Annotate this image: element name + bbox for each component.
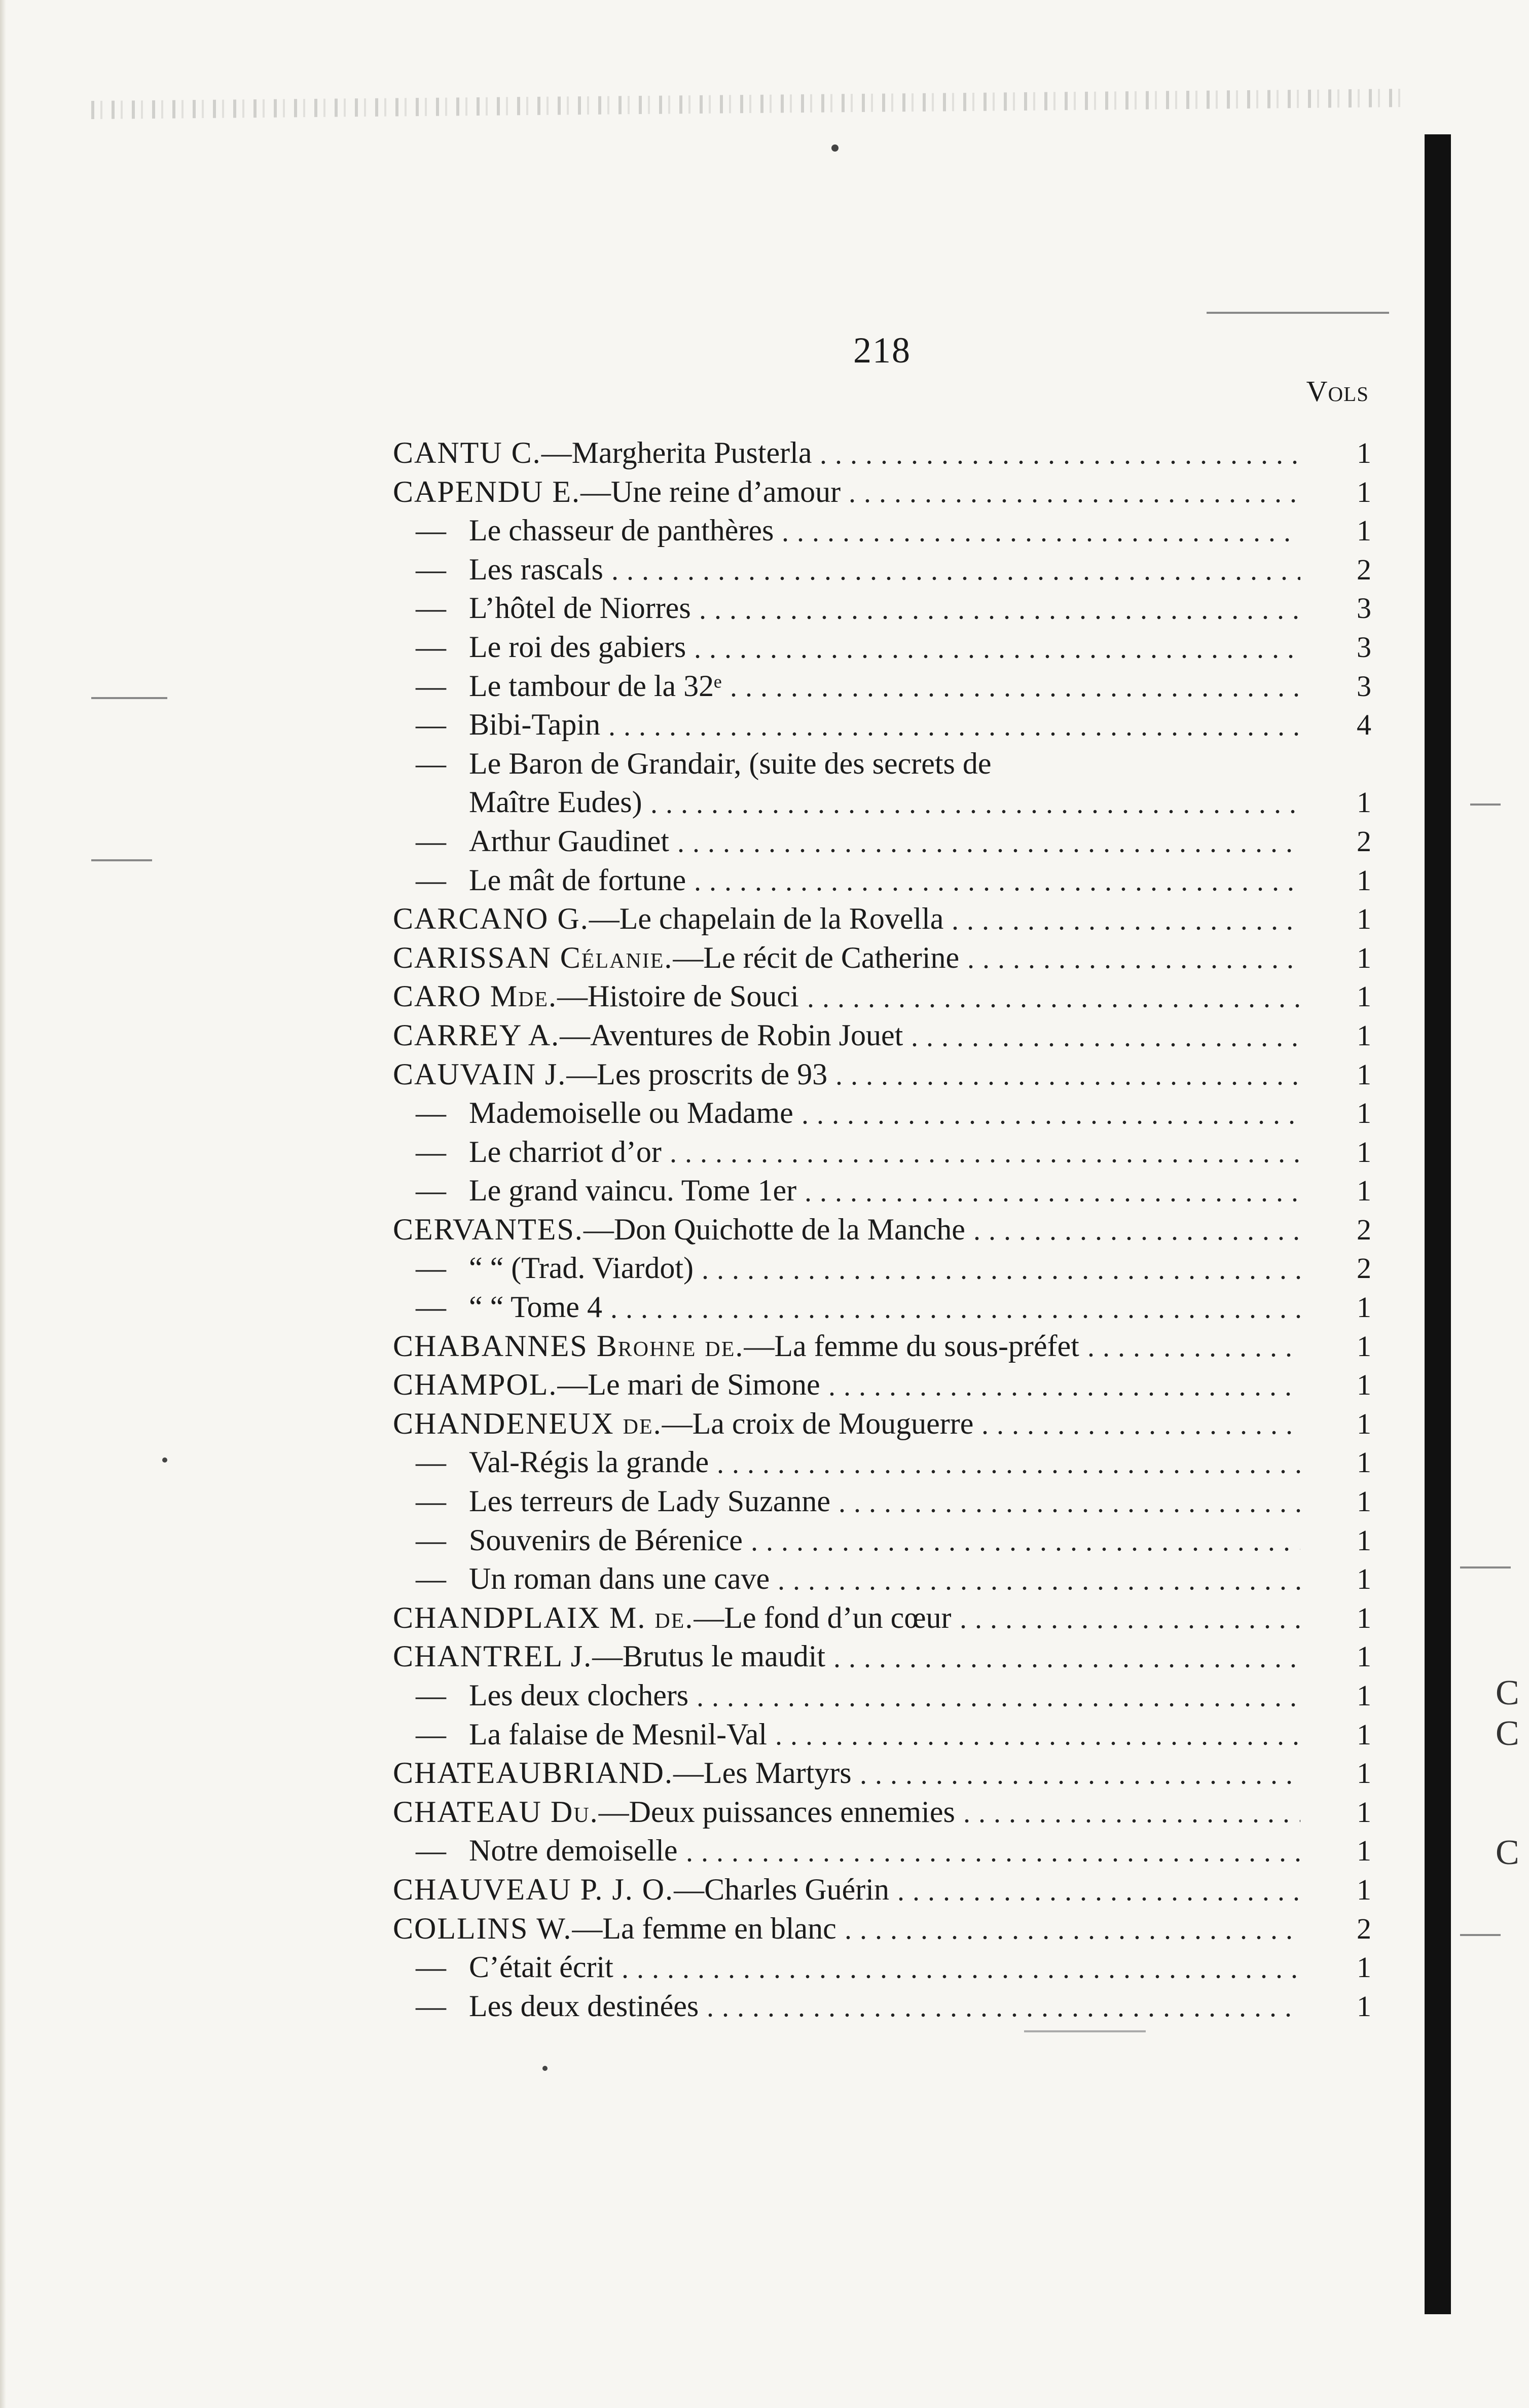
author-name: CARISSAN Célanie. [393, 940, 673, 974]
volume-count: 3 [1357, 669, 1371, 703]
catalogue-entry [393, 1249, 1371, 1288]
catalogue-entry [393, 628, 1371, 667]
ditto-dash: — [416, 1174, 446, 1208]
dot-leader [969, 1211, 1300, 1242]
catalogue-entry [393, 822, 1371, 861]
margin-line [1470, 804, 1501, 806]
dot-leader [845, 473, 1300, 504]
catalogue-entry [393, 1482, 1371, 1521]
dot-leader [956, 1599, 1300, 1630]
dot-leader [907, 1017, 1300, 1048]
book-title: La falaise de Mesnil-Val [469, 1717, 768, 1751]
volume-count: 1 [1357, 1757, 1371, 1790]
ditto-dash: — [416, 746, 446, 780]
book-title: —La femme en blanc [572, 1911, 836, 1945]
volume-count: 1 [1357, 902, 1371, 936]
volume-count: 1 [1357, 1368, 1371, 1402]
author-name: CHAUVEAU P. J. O. [393, 1872, 674, 1906]
catalogue-entry [393, 1754, 1371, 1793]
dot-leader [747, 1522, 1300, 1552]
dot-leader [774, 1561, 1300, 1591]
catalogue-entry [393, 1987, 1371, 2026]
ditto-dash: — [416, 1717, 446, 1751]
volume-count: 4 [1357, 708, 1371, 742]
ditto-dash: — [416, 1562, 446, 1596]
catalogue-entry [393, 1016, 1371, 1055]
volume-count: 1 [1357, 941, 1371, 974]
volume-count: 1 [1357, 1407, 1371, 1440]
volume-count: 1 [1357, 1329, 1371, 1363]
book-title: —Les Martyrs [673, 1756, 852, 1790]
author-name: CARREY A. [393, 1018, 560, 1052]
column-header-vols: Vols [1306, 375, 1369, 408]
book-title: Le grand vaincu. Tome 1er [469, 1174, 797, 1208]
catalogue-entry [393, 1637, 1371, 1676]
dot-leader [690, 862, 1300, 892]
volume-count: 1 [1357, 1718, 1371, 1751]
ditto-dash: — [416, 1484, 446, 1518]
dot-leader [948, 901, 1300, 931]
catalogue-entry [393, 1288, 1371, 1327]
author-name: CHATEAU Du. [393, 1795, 599, 1829]
ditto-dash: — [416, 1679, 446, 1712]
volume-count: 1 [1357, 1174, 1371, 1208]
dot-leader [693, 1677, 1300, 1708]
dot-leader [713, 1444, 1300, 1475]
volume-count: 2 [1357, 1213, 1371, 1246]
margin-line [1207, 312, 1389, 314]
dot-leader [646, 784, 1300, 815]
catalogue-list [393, 433, 1371, 2025]
volume-count: 1 [1357, 1601, 1371, 1634]
author-name: CARO Mde. [393, 979, 558, 1013]
margin-line [1460, 1566, 1511, 1568]
book-title: —Une reine d’amour [580, 475, 841, 508]
ditto-dash: — [416, 591, 446, 625]
author-name: CHANDENEUX de. [393, 1406, 662, 1440]
book-title: “ “ (Trad. Viardot) [469, 1251, 694, 1285]
catalogue-entry [393, 705, 1371, 744]
book-title: —La femme du sous-préfet [744, 1329, 1079, 1363]
book-title: Bibi-Tapin [469, 708, 601, 742]
book-title: C’était écrit [469, 1950, 613, 1984]
catalogue-entry [393, 1055, 1371, 1094]
volume-count: 1 [1357, 1135, 1371, 1169]
dot-leader [1083, 1328, 1300, 1358]
book-title: L’hôtel de Niorres [469, 591, 691, 625]
dot-leader [695, 590, 1300, 621]
book-title: —Charles Guérin [674, 1872, 889, 1906]
dot-leader [617, 1949, 1300, 1980]
book-title: Maître Eudes) [469, 785, 642, 819]
volume-count: 1 [1357, 1057, 1371, 1091]
catalogue-entry [393, 861, 1371, 900]
margin-line [1024, 2030, 1146, 2032]
volume-count: 2 [1357, 824, 1371, 858]
ink-speck [831, 144, 839, 152]
book-title: Le mât de fortune [469, 863, 686, 897]
dot-leader [726, 668, 1300, 698]
book-title: Le chasseur de panthères [469, 514, 774, 548]
volume-count: 1 [1357, 1097, 1371, 1130]
book-title: “ “ Tome 4 [469, 1290, 602, 1324]
volume-count: 1 [1357, 1523, 1371, 1557]
catalogue-entry [393, 433, 1371, 472]
book-title: —Don Quichotte de la Manche [583, 1212, 965, 1246]
volume-count: 1 [1357, 980, 1371, 1013]
volume-count: 1 [1357, 1951, 1371, 1984]
volume-count: 2 [1357, 553, 1371, 586]
author-name: CHAMPOL. [393, 1368, 558, 1402]
catalogue-entry [393, 1831, 1371, 1870]
dot-leader [797, 1095, 1300, 1125]
ditto-dash: — [416, 1096, 446, 1130]
catalogue-entry [393, 938, 1371, 977]
author-name: CAUVAIN J. [393, 1057, 567, 1091]
book-title: Le roi des gabiers [469, 630, 686, 664]
catalogue-entry [393, 1443, 1371, 1482]
dot-leader [893, 1872, 1300, 1902]
author-name: CAPENDU E. [393, 475, 581, 508]
book-title: Le charriot d’or [469, 1135, 662, 1169]
volume-count: 1 [1357, 1485, 1371, 1518]
dot-leader [856, 1755, 1300, 1785]
author-name: CHABANNES Brohne de. [393, 1329, 744, 1363]
catalogue-entry [393, 472, 1371, 512]
catalogue-entry [393, 1598, 1371, 1637]
ditto-dash: — [416, 824, 446, 858]
ink-speck [542, 2066, 548, 2071]
author-name: COLLINS W. [393, 1911, 572, 1945]
book-title: —Le récit de Catherine [673, 940, 960, 974]
scan-noise-top [91, 89, 1409, 119]
book-title: Le tambour de la 32ᵉ [469, 669, 722, 703]
catalogue-entry [393, 1909, 1371, 1948]
catalogue-entry [393, 1676, 1371, 1715]
ditto-dash: — [416, 1989, 446, 2023]
book-title: —Deux puissances ennemies [598, 1795, 955, 1829]
volume-count: 1 [1357, 1679, 1371, 1712]
book-title: —Le mari de Simone [557, 1368, 820, 1402]
catalogue-entry [393, 1948, 1371, 1987]
dot-leader [666, 1134, 1300, 1164]
book-title: —Margherita Pusterla [541, 436, 812, 469]
catalogue-entry [393, 744, 1371, 783]
margin-letter: C [1496, 1673, 1519, 1712]
dot-leader [824, 1367, 1300, 1397]
book-title: —Histoire de Souci [557, 979, 799, 1013]
ditto-dash: — [416, 1523, 446, 1557]
margin-line [1460, 1934, 1501, 1936]
volume-count: 2 [1357, 1912, 1371, 1945]
catalogue-entry [393, 589, 1371, 628]
volume-count: 1 [1357, 1989, 1371, 2023]
author-name: CHATEAUBRIAND. [393, 1756, 673, 1790]
catalogue-entry [393, 977, 1371, 1016]
book-title: Mademoiselle ou Madame [469, 1096, 793, 1130]
ditto-dash: — [416, 863, 446, 897]
dot-leader [682, 1833, 1300, 1863]
book-title: —Aventures de Robin Jouet [560, 1018, 903, 1052]
ditto-dash: — [416, 1290, 446, 1324]
book-title: —Brutus le maudit [592, 1639, 826, 1673]
dot-leader [778, 513, 1300, 543]
margin-letter: C [1496, 1714, 1519, 1753]
margin-letter: C [1496, 1833, 1519, 1872]
ditto-dash: — [416, 1251, 446, 1285]
dot-leader [673, 823, 1300, 854]
author-name: CHANDPLAIX M. de. [393, 1600, 694, 1634]
book-title: Souvenirs de Bérenice [469, 1523, 743, 1557]
volume-count: 1 [1357, 1446, 1371, 1479]
dot-leader [959, 1794, 1300, 1824]
page-number: 218 [853, 330, 911, 371]
dot-leader [703, 1988, 1300, 2018]
catalogue-entry [393, 1559, 1371, 1598]
volume-count: 1 [1357, 1873, 1371, 1906]
ditto-dash: — [416, 552, 446, 586]
volume-count: 1 [1357, 1834, 1371, 1868]
ditto-dash: — [416, 708, 446, 742]
author-name: CHANTREL J. [393, 1639, 593, 1673]
catalogue-entry [393, 1093, 1371, 1133]
dot-leader [977, 1405, 1300, 1436]
catalogue-entry [393, 511, 1371, 550]
dot-leader [803, 978, 1300, 1009]
volume-count: 1 [1357, 1291, 1371, 1324]
author-name: CANTU C. [393, 436, 541, 469]
dot-leader [816, 435, 1300, 465]
book-title: Les deux destinées [469, 1989, 699, 2023]
ditto-dash: — [416, 1834, 446, 1868]
dot-leader [800, 1173, 1300, 1203]
ditto-dash: — [416, 1445, 446, 1479]
volume-count: 1 [1357, 786, 1371, 819]
book-title: —Le chapelain de la Rovella [589, 902, 944, 936]
author-name: CARCANO G. [393, 902, 589, 936]
book-title: Val-Régis la grande [469, 1445, 709, 1479]
dot-leader [834, 1483, 1300, 1514]
margin-line [91, 859, 152, 861]
book-title: Les terreurs de Lady Suzanne [469, 1484, 831, 1518]
binding-shadow-bar [1425, 134, 1451, 2314]
dot-leader [963, 939, 1300, 970]
volume-count: 1 [1357, 436, 1371, 469]
book-title: —La croix de Mouguerre [662, 1406, 974, 1440]
dot-leader [690, 629, 1300, 660]
book-title: —Le fond d’un cœur [694, 1600, 952, 1634]
catalogue-entry [393, 783, 1371, 822]
volume-count: 3 [1357, 630, 1371, 664]
dot-leader [607, 551, 1300, 581]
ditto-dash: — [416, 1135, 446, 1169]
volume-count: 1 [1357, 1640, 1371, 1673]
dot-leader [606, 1289, 1300, 1320]
page-left-edge [0, 0, 6, 2408]
catalogue-entry [393, 1327, 1371, 1366]
dot-leader [829, 1638, 1300, 1669]
catalogue-entry [393, 1171, 1371, 1210]
ditto-dash: — [416, 630, 446, 664]
dot-leader [831, 1056, 1300, 1086]
volume-count: 3 [1357, 592, 1371, 625]
dot-leader [604, 707, 1300, 737]
catalogue-entry [393, 667, 1371, 706]
volume-count: 1 [1357, 1018, 1371, 1052]
catalogue-entry [393, 1521, 1371, 1560]
catalogue-entry [393, 899, 1371, 938]
book-title: —Les proscrits de 93 [566, 1057, 828, 1091]
catalogue-entry [393, 1133, 1371, 1172]
dot-leader [698, 1250, 1300, 1281]
book-title: Notre demoiselle [469, 1834, 678, 1868]
volume-count: 1 [1357, 1795, 1371, 1829]
book-title: Les rascals [469, 552, 603, 586]
catalogue-entry [393, 1715, 1371, 1754]
catalogue-entry [393, 1365, 1371, 1404]
catalogue-entry [393, 1793, 1371, 1832]
ditto-dash: — [416, 514, 446, 548]
catalogue-entry [393, 1210, 1371, 1249]
ink-speck [162, 1457, 167, 1463]
volume-count: 2 [1357, 1252, 1371, 1285]
ditto-dash: — [416, 1950, 446, 1984]
volume-count: 1 [1357, 514, 1371, 548]
dot-leader [771, 1716, 1300, 1746]
volume-count: 1 [1357, 1562, 1371, 1596]
catalogue-entry [393, 550, 1371, 589]
book-title: Les deux clochers [469, 1679, 689, 1712]
dot-leader [841, 1910, 1300, 1941]
catalogue-entry [393, 1870, 1371, 1909]
book-title: Le Baron de Grandair, (suite des secrets de [469, 746, 992, 780]
volume-count: 1 [1357, 475, 1371, 508]
book-title: Un roman dans une cave [469, 1562, 770, 1596]
catalogue-entry [393, 1404, 1371, 1443]
volume-count: 1 [1357, 863, 1371, 897]
margin-line [91, 697, 167, 699]
ditto-dash: — [416, 669, 446, 703]
book-title: Arthur Gaudinet [469, 824, 669, 858]
author-name: CERVANTES. [393, 1212, 584, 1246]
